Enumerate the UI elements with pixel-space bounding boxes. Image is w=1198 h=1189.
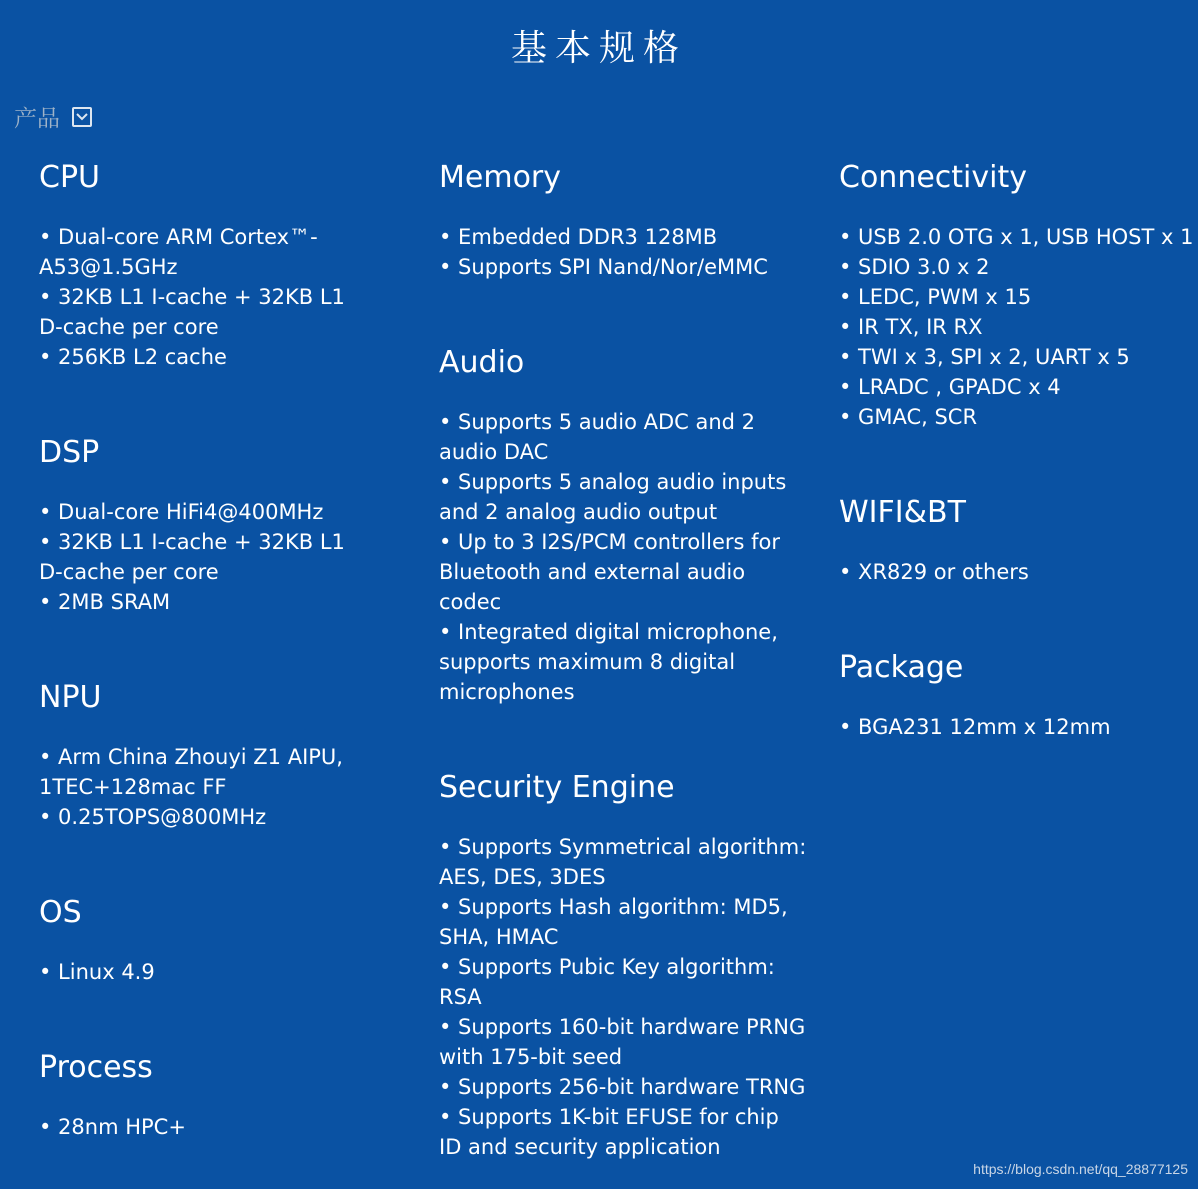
spec-section-security-engine (439, 770, 819, 1159)
section-title: NPU (39, 680, 102, 715)
spec-list (39, 957, 399, 987)
spec-item: • Integrated digital microphone, supports maximum 8 digital microphones (439, 620, 778, 704)
spec-section-connectivity (839, 160, 1194, 429)
spec-item: • Supports Symmetrical algorithm: AES, DES, 3DES (439, 835, 807, 889)
spec-item: • 2MB SRAM (39, 590, 171, 614)
section-title: CPU (39, 160, 100, 195)
spec-item: • 0.25TOPS@800MHz (39, 805, 267, 829)
spec-item: • BGA231 12mm x 12mm (839, 715, 1111, 739)
spec-list (39, 497, 399, 617)
spec-item: • Supports 160-bit hardware PRNG with 175-bit seed (439, 1015, 806, 1069)
spec-section-cpu (39, 160, 399, 369)
section-title: Package (839, 650, 964, 685)
spec-section-wifi-bt (839, 495, 1194, 584)
spec-item: • IR TX, IR RX (839, 315, 983, 339)
product-dropdown[interactable] (14, 100, 92, 133)
spec-item: • XR829 or others (839, 560, 1029, 584)
spec-list (39, 742, 399, 832)
spec-item: • Up to 3 I2S/PCM controllers for Bluetooth and external audio codec (439, 530, 780, 614)
spec-section-dsp (39, 435, 399, 614)
spec-list (839, 712, 1194, 742)
section-title: Security Engine (439, 770, 675, 805)
spec-item: • Supports 5 audio ADC and 2 audio DAC (439, 410, 756, 464)
spec-list (39, 1112, 399, 1142)
spec-item: • LEDC, PWM x 15 (839, 285, 1032, 309)
spec-item: • Linux 4.9 (39, 960, 155, 984)
spec-item: • USB 2.0 OTG x 1, USB HOST x 1 (839, 225, 1194, 249)
spec-section-memory (439, 160, 819, 279)
spec-item: • Arm China Zhouyi Z1 AIPU, 1TEC+128mac FF (39, 745, 343, 799)
product-label: 产品 (14, 106, 60, 132)
spec-item: • 256KB L2 cache (39, 345, 227, 369)
spec-section-npu (39, 680, 399, 829)
chevron-down-icon[interactable] (72, 107, 92, 127)
section-title: Process (39, 1050, 153, 1085)
section-title: DSP (39, 435, 100, 470)
spec-item: • Supports 256-bit hardware TRNG (439, 1075, 806, 1099)
spec-item: • TWI x 3, SPI x 2, UART x 5 (839, 345, 1130, 369)
section-title: Connectivity (839, 160, 1027, 195)
spec-item: • Dual-core HiFi4@400MHz (39, 500, 324, 524)
spec-list (839, 222, 1194, 432)
spec-section-audio (439, 345, 819, 704)
spec-list (839, 557, 1194, 587)
watermark-url: https://blog.csdn.net/qq_28877125 (973, 1161, 1188, 1177)
section-title: OS (39, 895, 82, 930)
spec-section-package (839, 650, 1194, 739)
spec-item: • 32KB L1 I-cache + 32KB L1 D-cache per core (39, 285, 345, 339)
spec-item: • LRADC , GPADC x 4 (839, 375, 1061, 399)
spec-list (439, 407, 819, 707)
spec-section-os (39, 895, 399, 984)
section-title: Memory (439, 160, 562, 195)
spec-item: • GMAC, SCR (839, 405, 978, 429)
spec-section-process (39, 1050, 399, 1139)
spec-item: • Supports SPI Nand/Nor/eMMC (439, 255, 768, 279)
spec-item: • Supports 1K-bit EFUSE for chip ID and security application (439, 1105, 779, 1159)
spec-item: • Dual-core ARM Cortex™- A53@1.5GHz (39, 225, 318, 279)
spec-item: • SDIO 3.0 x 2 (839, 255, 990, 279)
spec-item: • Supports 5 analog audio inputs and 2 analog audio output (439, 470, 787, 524)
spec-item: • Supports Pubic Key algorithm: RSA (439, 955, 775, 1009)
spec-list (439, 222, 819, 282)
section-title: WIFI&BT (839, 495, 966, 530)
spec-list (39, 222, 399, 372)
spec-item: • 28nm HPC+ (39, 1115, 186, 1139)
spec-list (439, 832, 819, 1162)
page-title: 基本规格 (510, 28, 687, 69)
spec-item: • Supports Hash algorithm: MD5, SHA, HMAC (439, 895, 788, 949)
spec-item: • 32KB L1 I-cache + 32KB L1 D-cache per core (39, 530, 345, 584)
section-title: Audio (439, 345, 525, 380)
spec-item: • Embedded DDR3 128MB (439, 225, 718, 249)
